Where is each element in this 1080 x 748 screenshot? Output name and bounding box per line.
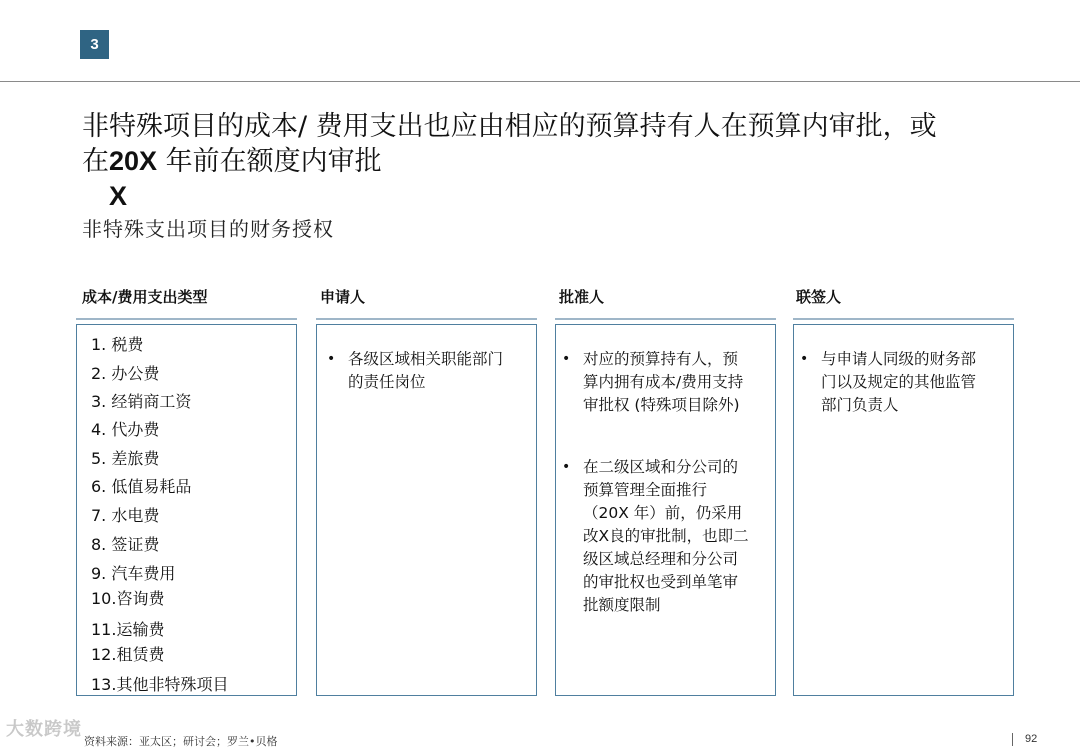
expense-type-box bbox=[76, 324, 297, 696]
page-number: 92 bbox=[1025, 733, 1038, 745]
bullet-line: 各级区域相关职能部门 bbox=[348, 350, 504, 368]
bullet-line: 的审批权也受到单笔审 bbox=[583, 573, 739, 591]
title-line-2-prefix: 在 bbox=[82, 146, 109, 177]
approver-box bbox=[555, 324, 776, 696]
list-item: 11.运输费 bbox=[91, 620, 165, 639]
column-header-expense-type: 成本/费用支出类型 bbox=[82, 288, 208, 306]
bullet-line: 部门负责人 bbox=[821, 396, 899, 414]
footer-divider bbox=[1012, 733, 1013, 746]
list-item: 2. 办公费 bbox=[91, 364, 160, 383]
bullet-line: 审批权 (特殊项目除外) bbox=[583, 396, 740, 414]
title-line-2-bold: 20X bbox=[109, 146, 158, 176]
title-line-2-suffix: 年前在额度内审批 bbox=[157, 146, 382, 177]
bullet-line: （20X 年）前，仍采用 bbox=[583, 504, 743, 522]
list-item: 3. 经销商工资 bbox=[91, 392, 192, 411]
applicant-bullet bbox=[327, 348, 532, 398]
bullet-icon: • bbox=[327, 351, 336, 367]
column-rule-approver bbox=[555, 318, 776, 320]
title-x-marker: X bbox=[109, 181, 128, 211]
bullet-icon: • bbox=[562, 351, 571, 367]
page-title bbox=[82, 110, 1022, 179]
list-item: 5. 差旅费 bbox=[91, 449, 160, 468]
bullet-line: 与申请人同级的财务部 bbox=[821, 350, 977, 368]
bullet-line: 对应的预算持有人，预 bbox=[583, 350, 739, 368]
applicant-box bbox=[316, 324, 537, 696]
section-number-badge: 3 bbox=[80, 30, 109, 59]
bullet-line: 改X良的审批制，也即二 bbox=[583, 527, 749, 545]
bullet-line: 批额度限制 bbox=[583, 596, 661, 614]
list-item: 7. 水电费 bbox=[91, 506, 160, 525]
list-item: 1. 税费 bbox=[91, 335, 144, 354]
column-rule-applicant bbox=[316, 318, 537, 320]
list-item: 12.租赁费 bbox=[91, 645, 165, 664]
watermark-logo: 大数跨境 bbox=[6, 719, 82, 740]
bullet-line: 级区域总经理和分公司 bbox=[583, 550, 739, 568]
bullet-line: 在二级区域和分公司的 bbox=[583, 458, 739, 476]
bullet-line: 算内拥有成本/费用支持 bbox=[583, 373, 744, 391]
approver-bullet-2 bbox=[562, 456, 772, 621]
cosigner-box bbox=[793, 324, 1014, 696]
list-item: 13.其他非特殊项目 bbox=[91, 675, 229, 694]
list-item: 6. 低值易耗品 bbox=[91, 477, 192, 496]
list-item: 10.咨询费 bbox=[91, 589, 165, 608]
column-header-applicant: 申请人 bbox=[320, 288, 366, 306]
bullet-line: 预算管理全面推行 bbox=[583, 481, 708, 499]
bullet-line: 门以及规定的其他监管 bbox=[821, 373, 977, 391]
column-rule-cosigner bbox=[793, 318, 1014, 320]
top-divider bbox=[0, 81, 1080, 82]
bullet-line: 的责任岗位 bbox=[348, 373, 426, 391]
list-item: 9. 汽车费用 bbox=[91, 564, 176, 583]
approver-bullet-1 bbox=[562, 348, 772, 423]
column-header-cosigner: 联签人 bbox=[796, 288, 842, 306]
bullet-icon: • bbox=[800, 351, 809, 367]
column-header-approver: 批准人 bbox=[559, 288, 605, 306]
list-item: 4. 代办费 bbox=[91, 420, 160, 439]
page-subtitle: 非特殊支出项目的财务授权 bbox=[82, 217, 334, 241]
column-rule-expense-type bbox=[76, 318, 297, 320]
footer-source-note: 资料来源：亚太区；研讨会；罗兰•贝格 bbox=[84, 735, 278, 748]
title-line-1: 非特殊项目的成本/ 费用支出也应由相应的预算持有人在预算内审批，或 bbox=[82, 111, 937, 142]
bullet-icon: • bbox=[562, 459, 571, 475]
cosigner-bullet bbox=[800, 348, 1010, 423]
list-item: 8. 签证费 bbox=[91, 535, 160, 554]
